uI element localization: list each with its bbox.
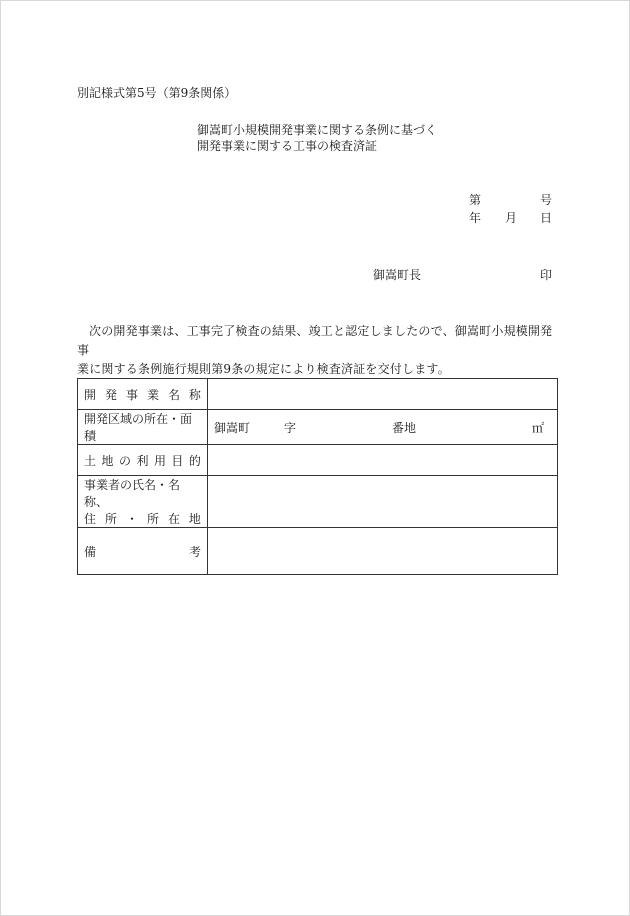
issuer-seal: 印: [540, 268, 553, 282]
body-line1: 次の開発事業は、工事完了検査の結果、竣工と認定しましたので、御嵩町小規模開発事: [77, 324, 553, 357]
location-aza: 字: [284, 421, 297, 435]
label-remarks: 備 考: [78, 528, 208, 575]
number-go: 号: [540, 193, 553, 207]
table-row: [78, 528, 558, 575]
location-banchi: 番地: [392, 421, 417, 435]
info-table: [77, 378, 558, 575]
issuer-title: 御嵩町長: [373, 268, 422, 282]
form-number: 別記様式第5号（第9条関係）: [77, 86, 237, 100]
location-town: 御嵩町: [214, 421, 251, 435]
body-paragraph: [77, 322, 561, 379]
label-project-name: 開 発 事 業 名 称: [78, 379, 208, 410]
table-row: [78, 379, 558, 410]
table-row: [78, 410, 558, 445]
land-use-field[interactable]: [208, 445, 558, 476]
document-title-line1: 御嵩町小規模開発事業に関する条例に基づく: [197, 123, 438, 137]
table-row: [78, 476, 558, 528]
table-row: [78, 445, 558, 476]
label-location-area: 開発区域の所在・面積: [78, 410, 208, 445]
date-day: 日: [540, 211, 553, 225]
body-line2: 業に関する条例施行規則第9条の規定により検査済証を交付します。: [77, 362, 450, 376]
date-year: 年: [469, 211, 482, 225]
date-month: 月: [505, 211, 518, 225]
number-dai: 第: [469, 193, 482, 207]
project-name-field[interactable]: [208, 379, 558, 410]
remarks-field[interactable]: [208, 528, 558, 575]
label-land-use: 土 地 の 利 用 目 的: [78, 445, 208, 476]
operator-field[interactable]: [208, 476, 558, 528]
label-operator: 事業者の氏名・名称、 住 所 ・ 所 在 地: [78, 476, 208, 528]
area-unit: ㎡: [532, 421, 545, 435]
location-area-field[interactable]: [208, 410, 558, 445]
document-title-line2: 開発事業に関する工事の検査済証: [197, 139, 378, 153]
